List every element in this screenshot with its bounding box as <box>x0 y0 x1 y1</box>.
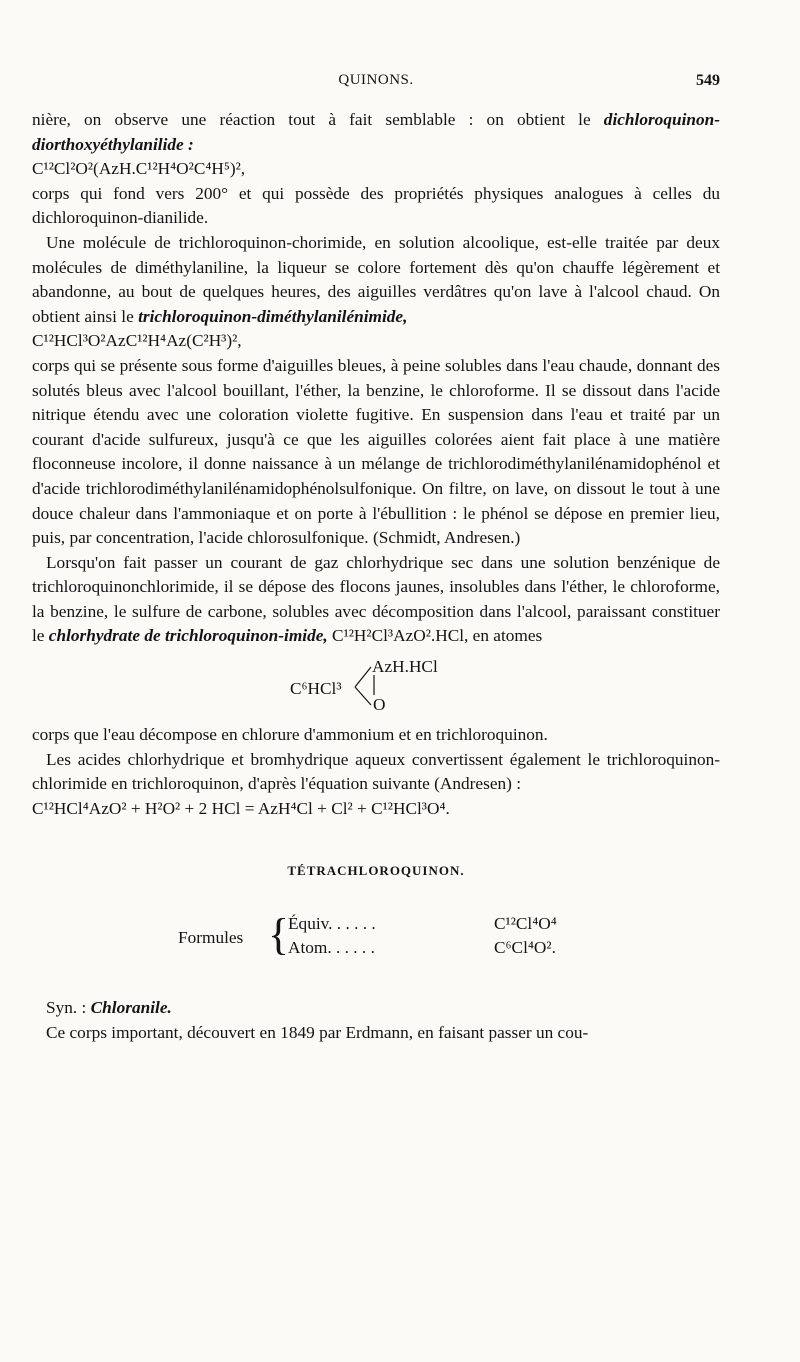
compound-name: dichloroquinon-diorthoxyéthylanilide : <box>32 110 720 154</box>
paragraph-3: Une molécule de trichloroquinon-chorimide, en solution alcoolique, est-elle traitée par deux molécules de diméthylaniline, la liqueur se colore fortement dès qu'on chauffe légèrement et abandonne, au bout de quelques heures, des aiguilles verdâtres qu'on lave à l'alcool chaud. On obtient ainsi le trichloroquinon-diméthylanilénimide, <box>32 232 720 326</box>
structure-base: C⁶HCl³ <box>290 679 342 699</box>
paragraph-1: nière, on observe une réaction tout à fait semblable : on obtient le dichloroquinon-diorthoxyéthylanilide : <box>32 110 720 154</box>
brace: { <box>268 910 290 960</box>
structure-bottom-group: O <box>373 695 386 715</box>
body-text <box>32 108 720 1045</box>
page-number: 549 <box>696 72 720 89</box>
paragraph-8: Ce corps important, découvert en 1849 par Erdmann, en faisant passer un cou- <box>46 1022 589 1042</box>
compound-name: chlorhydrate de trichloroquinon-imide, <box>48 626 328 646</box>
formulas-block: Formules { Équiv. . . . . . C¹²Cl⁴O⁴ Atom. . . . . . C⁶Cl⁴O². <box>178 910 557 960</box>
formula-1: C¹²Cl²O²(AzH.C¹²H⁴O²C⁴H⁵)², <box>32 159 246 179</box>
page-header <box>32 72 720 96</box>
section-title: TÉTRACHLOROQUINON. <box>287 863 465 879</box>
structure-top-group: AzH.HCl <box>372 657 438 677</box>
formula-2: C¹²HCl³O²AzC¹²H⁴Az(C²H³)², <box>32 331 242 351</box>
paragraph-2: corps qui fond vers 200° et qui possède des propriétés physiques analogues à celles du dichloroquinon-dianilide. <box>32 183 720 228</box>
paragraph-7: Les acides chlorhydrique et bromhydrique aqueux convertissent également le trichloroquinon-chlorimide en trichloroquinon, d'après l'équation suivante (Andresen) : <box>32 749 720 794</box>
paragraph-5: Lorsqu'on fait passer un courant de gaz chlorhydrique sec dans une solution benzénique de trichloroquinonchlorimide, il se dépose des flocons jaunes, insolubles dans l'éther, le chloroforme, la benzine, le sulfure de carbone, solubles avec décomposition dans l'alcool, paraissant constituer le chlorhydrate de trichloroquinon-imide, C¹²H²Cl³AzO².HCl, en atomes <box>32 552 720 646</box>
formulas-label: Formules <box>178 928 244 948</box>
synonym-name: Chloranile. <box>90 998 172 1018</box>
running-title: QUINONS. <box>338 72 414 88</box>
structural-formula <box>290 655 720 715</box>
compound-name: trichloroquinon-diméthylanilénimide, <box>138 306 408 326</box>
paragraph-6: corps que l'eau décompose en chlorure d'ammonium et en trichloroquinon. <box>32 725 548 745</box>
equation: C¹²HCl⁴AzO² + H²O² + 2 HCl = AzH⁴Cl + Cl² + C¹²HCl³O⁴. <box>32 798 450 818</box>
synonym-line: Syn. : Chloranile. <box>46 998 172 1018</box>
paragraph-4: corps qui se présente sous forme d'aiguilles bleues, à peine solubles dans l'eau chaude, donnant des solutés bleus avec l'alcool bouillant, l'éther, la benzine, le chloroforme. Il se dissout dans l'acide nitrique étendu avec une coloration violette fugitive. En suspension dans l'eau et traité par un courant d'acide sulfureux, jusqu'à ce que les aiguilles colorées aient fait place à une matière floconneuse incolore, il donne naissance à un mélange de trichlorodiméthylanilénamidophénol et d'acide trichlorodiméthylanilénamidophénolsulfonique. On filtre, on lave, on dissout le tout à une douce chaleur dans l'ammoniaque et on porte à l'ébullition : le phénol se dépose en premier lieu, puis, par concentration, l'acide chlorosulfonique. (Schmidt, Andresen.) <box>32 355 720 548</box>
